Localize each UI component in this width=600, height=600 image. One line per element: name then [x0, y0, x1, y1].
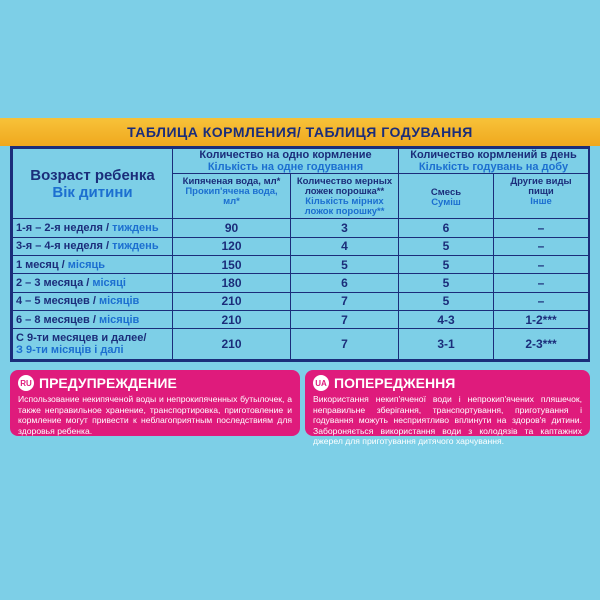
water-value: 210: [173, 292, 291, 310]
table-row: [13, 237, 589, 255]
other-header-ua: Інше: [530, 196, 552, 208]
mix-value: 5: [399, 256, 494, 274]
other-header-ru: Другие виды пищи: [510, 176, 572, 198]
age-separator: /: [83, 277, 93, 290]
spoons-value: 7: [291, 292, 399, 310]
mix-value: 3-1: [399, 329, 494, 360]
table-row: [13, 311, 589, 329]
warning-ru-title-row: [18, 375, 292, 391]
age-ua: місяці: [92, 277, 126, 290]
water-header-ru: Кипяченая вода, мл*: [182, 176, 281, 188]
age-ua: тиждень: [112, 240, 159, 253]
spoons-value: 5: [291, 256, 399, 274]
age-ru: 1-я – 2-я неделя: [16, 222, 103, 234]
feeding-table: [10, 146, 590, 362]
spoons-value: 3: [291, 219, 399, 237]
age-ru: 1 месяц: [16, 258, 59, 271]
ru-badge-icon: RU: [18, 375, 34, 391]
water-value: 210: [173, 329, 291, 360]
feedings-per-day-header: [399, 149, 589, 174]
other-food-value: –: [494, 274, 589, 292]
mix-header-ru: Смесь: [430, 186, 462, 198]
other-food-value: 1-2***: [494, 311, 589, 329]
ua-badge-icon: UA: [313, 375, 329, 391]
spoons-value: 6: [291, 274, 399, 292]
age-ru: С 9-ти месяцев и далее/: [16, 332, 147, 345]
table-row-age: [13, 292, 173, 310]
warning-ua-title: ПОПЕРЕДЖЕННЯ: [334, 375, 456, 391]
spoons-column-header: [291, 174, 399, 219]
other-food-value: –: [494, 219, 589, 237]
spoons-value: 7: [291, 311, 399, 329]
other-food-value: –: [494, 237, 589, 255]
mix-value: 6: [399, 219, 494, 237]
age-ua: місяців: [98, 295, 140, 308]
feedings-per-day-header-ua: Кількість годувань на добу: [418, 161, 569, 174]
table-row: [13, 219, 589, 237]
age-separator: /: [89, 313, 99, 326]
age-ru: 6 – 8 месяцев: [16, 313, 90, 326]
warning-ua-panel: [305, 370, 590, 446]
other-food-value: 2-3***: [494, 329, 589, 360]
age-separator: /: [102, 240, 113, 253]
warning-ru-panel: [10, 370, 300, 436]
water-header-ua: Прокип'ячена вода, мл*: [185, 186, 278, 208]
per-feeding-header: [173, 149, 399, 174]
table-row: [13, 292, 589, 310]
age-header-ua: Вік дитини: [52, 183, 133, 201]
table-row-age: [13, 274, 173, 292]
warning-ua-text: Використання некип'яченої води і непрокип'ячених пляшечок, неправильне зберігання, транспортування, приготування і годування можуть несприятливо вплинути на здоров'я дитини. Забороняється використання води з колодязів та каптажних джерел для приготування дитячого харчування.: [313, 394, 582, 446]
spoons-value: 4: [291, 237, 399, 255]
age-ua: тиждень: [112, 222, 159, 234]
age-separator: /: [102, 222, 113, 234]
mix-value: 5: [399, 292, 494, 310]
age-header: [13, 149, 173, 219]
age-separator: /: [58, 258, 68, 271]
spoons-header-ru: Количество мерных ложек порошка**: [296, 176, 393, 198]
table-row-age: [13, 237, 173, 255]
mix-value: 5: [399, 237, 494, 255]
warning-ua-title-row: [313, 375, 582, 391]
mix-header-ua: Суміш: [431, 196, 461, 208]
spoons-value: 7: [291, 329, 399, 360]
feedings-per-day-header-ru: Количество кормлений в день: [410, 149, 577, 162]
other-food-column-header: [494, 174, 589, 219]
warning-ru-text: Использование некипяченой воды и непрокипяченных бутылочек, а также неправильное хранение, транспортировка, приготовление и кормление могут привести к неблагоприятным последствиям для здоровья ребенка.: [18, 394, 292, 436]
age-ru: 4 – 5 месяцев: [16, 295, 90, 308]
mix-column-header: [399, 174, 494, 219]
age-ua: З 9-ти місяців і далі: [16, 344, 124, 357]
age-ru: 2 – 3 месяца: [16, 277, 84, 290]
other-food-value: –: [494, 292, 589, 310]
table-row: [13, 274, 589, 292]
per-feeding-header-ua: Кількість на одне годування: [207, 161, 364, 174]
age-separator: /: [89, 295, 99, 308]
age-ua: місяців: [98, 313, 140, 326]
spoons-header-ua: Кількість мірних ложок порошку**: [304, 196, 385, 218]
table-row-age: [13, 329, 173, 360]
other-food-value: –: [494, 256, 589, 274]
mix-value: 5: [399, 274, 494, 292]
water-value: 180: [173, 274, 291, 292]
per-feeding-header-ru: Количество на одно кормление: [199, 149, 372, 162]
water-value: 210: [173, 311, 291, 329]
water-value: 90: [173, 219, 291, 237]
table-row-age: [13, 256, 173, 274]
table-row-age: [13, 219, 173, 237]
table-row-age: [13, 311, 173, 329]
water-value: 150: [173, 256, 291, 274]
warning-ru-title: ПРЕДУПРЕЖДЕНИЕ: [39, 375, 177, 391]
feeding-table-banner: ТАБЛИЦА КОРМЛЕНИЯ/ ТАБЛИЦЯ ГОДУВАННЯ: [0, 118, 600, 146]
age-ua: місяць: [67, 258, 106, 271]
table-row: [13, 256, 589, 274]
water-value: 120: [173, 237, 291, 255]
age-header-ru: Возраст ребенка: [30, 166, 155, 184]
age-ru: 3-я – 4-я неделя: [16, 240, 103, 253]
water-column-header: [173, 174, 291, 219]
mix-value: 4-3: [399, 311, 494, 329]
